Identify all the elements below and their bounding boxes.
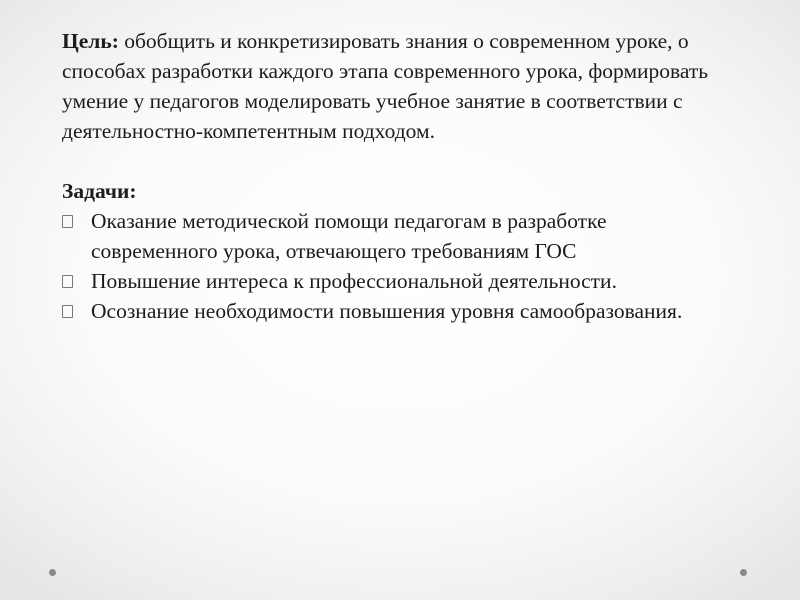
decorative-dot-left: [49, 569, 56, 576]
slide-content: [62, 26, 722, 326]
square-bullet-icon: [62, 305, 73, 318]
square-bullet-icon: [62, 275, 73, 288]
goal-paragraph: [62, 26, 722, 146]
goal-label: Цель:: [62, 29, 119, 53]
task-list: [62, 206, 722, 326]
task-item-text: Повышение интереса к профессиональной деятельности.: [91, 269, 617, 293]
task-item-1: [62, 206, 722, 266]
task-item-text: Оказание методической помощи педагогам в разработке современного урока, отвечающего требованиям ГОС: [91, 209, 607, 263]
decorative-dot-right: [740, 569, 747, 576]
square-bullet-icon: [62, 215, 73, 228]
task-item-2: [62, 266, 722, 296]
goal-text: обобщить и конкретизировать знания о современном уроке, о способах разработки каждого этапа современного урока, формировать умение у педагогов моделировать учебное занятие в соответствии с деятельностно-компетентным подходом.: [62, 29, 709, 143]
tasks-heading: Задачи:: [62, 179, 137, 203]
task-item-text: Осознание необходимости повышения уровня самообразования.: [91, 299, 683, 323]
task-item-3: [62, 296, 722, 326]
